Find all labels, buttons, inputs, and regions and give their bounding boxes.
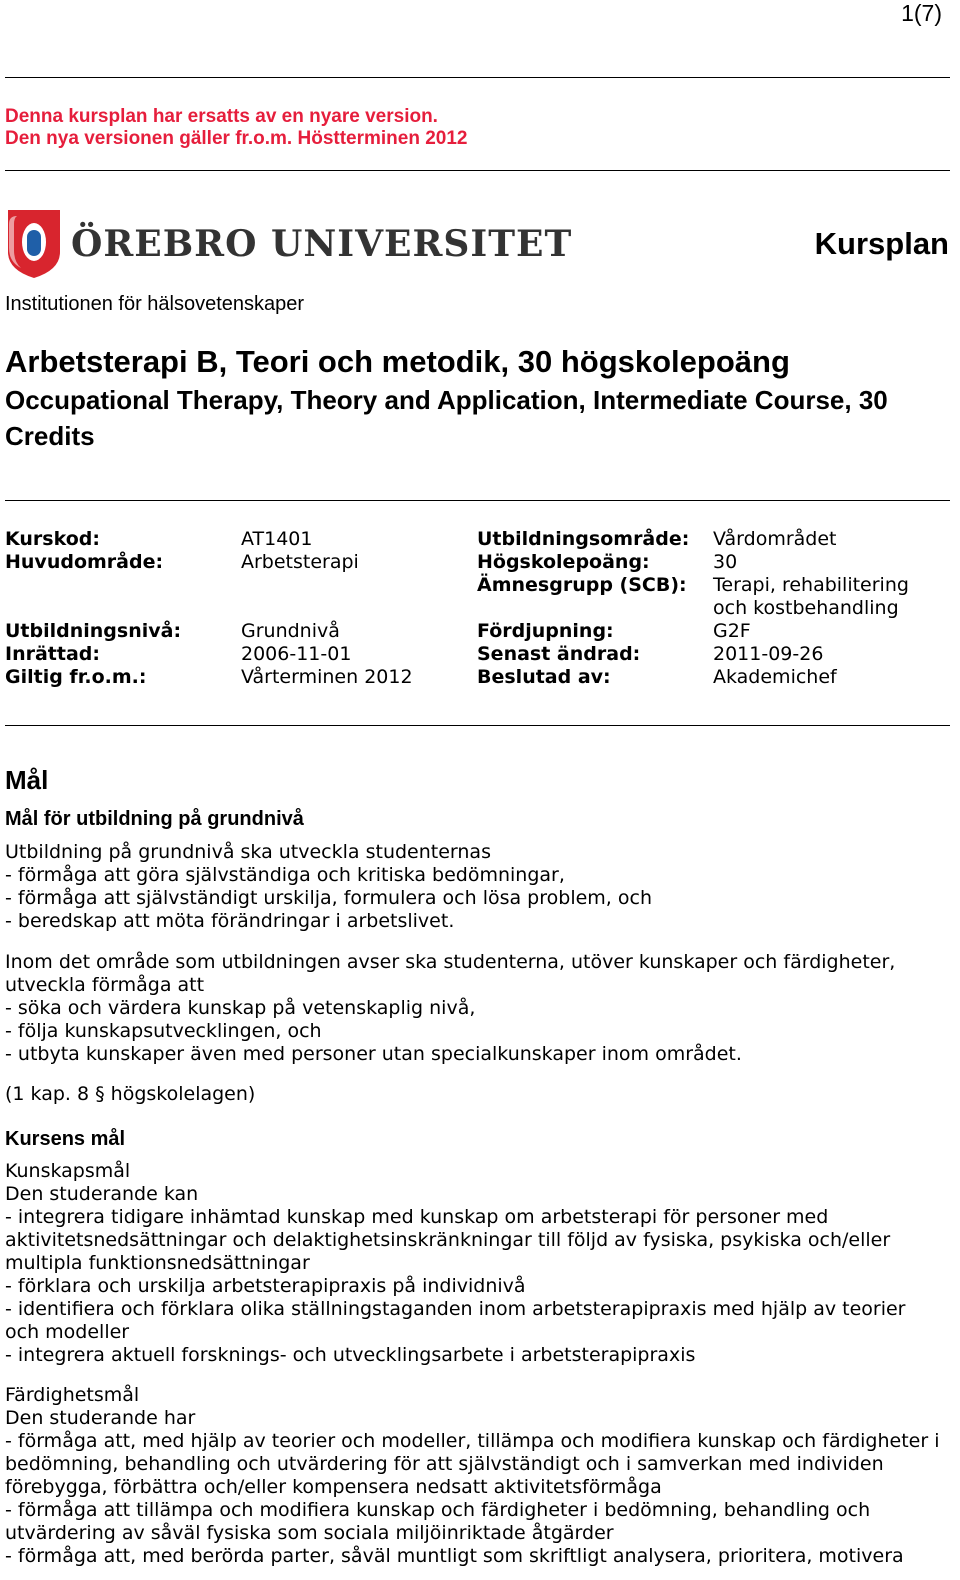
label-fordjupning: Fördjupning: xyxy=(477,620,614,642)
text-line: - integrera tidigare inhämtad kunskap med kunskap om arbetsterapi för personer med aktivitetsnedsättningar och delaktighetsinskränkningar till följd av fysiska, psykiska och/eller multipla funktionsnedsättningar xyxy=(5,1206,891,1274)
value-utbildningsomrade: Vårdområdet xyxy=(713,528,837,550)
value-hogskolepoang: 30 xyxy=(713,551,738,573)
text-line: Kunskapsmål xyxy=(5,1160,131,1182)
label-huvudomrade: Huvudområde: xyxy=(5,551,164,573)
divider xyxy=(5,725,950,726)
paragraph-grundniva xyxy=(5,841,945,933)
law-reference: (1 kap. 8 § högskolelagen) xyxy=(5,1083,256,1105)
divider xyxy=(5,77,950,78)
value-kurskod: AT1401 xyxy=(241,528,313,550)
text-line: - förmåga att tillämpa och modifiera kunskap och färdigheter i bedömning, behandling och utvärdering av såväl fysiska som sociala miljöinriktade åtgärder xyxy=(5,1499,871,1544)
shield-icon xyxy=(5,208,63,280)
value-inrattad: 2006-11-01 xyxy=(241,643,352,665)
label-hogskolepoang: Högskolepoäng: xyxy=(477,551,650,573)
value-utbildningsniva: Grundnivå xyxy=(241,620,340,642)
label-utbildningsniva: Utbildningsnivå: xyxy=(5,620,182,642)
label-senast-andrad: Senast ändrad: xyxy=(477,643,641,665)
fardighetsmal-block xyxy=(5,1384,945,1568)
text-line: - förmåga att, med berörda parter, såväl muntligt som skriftligt analysera, prioritera, motivera xyxy=(5,1545,904,1567)
value-amnesgrupp-line1: Terapi, rehabilitering xyxy=(713,574,909,596)
notice-line-1: Denna kursplan har ersatts av en nyare version. xyxy=(5,106,438,127)
text-line: Utbildning på grundnivå ska utveckla studenternas xyxy=(5,841,491,863)
section-heading-mal: Mål xyxy=(5,765,49,795)
text-line: Inom det område som utbildningen avser ska studenterna, utöver kunskaper och färdigheter, utveckla förmåga att xyxy=(5,951,896,996)
text-line: Den studerande kan xyxy=(5,1183,199,1205)
label-utbildningsomrade: Utbildningsområde: xyxy=(477,528,690,550)
paragraph-omrade xyxy=(5,951,945,1066)
text-line: - förklara och urskilja arbetsterapipraxis på individnivå xyxy=(5,1275,526,1297)
notice-line-2: Den nya versionen gäller fr.o.m. Höstterminen 2012 xyxy=(5,128,468,149)
university-logo xyxy=(5,208,573,280)
text-line: - integrera aktuell forsknings- och utvecklingsarbete i arbetsterapipraxis xyxy=(5,1344,696,1366)
course-title-swedish: Arbetsterapi B, Teori och metodik, 30 högskolepoäng xyxy=(5,344,790,379)
divider xyxy=(5,500,950,501)
text-line: - identifiera och förklara olika ställningstaganden inom arbetsterapipraxis med hjälp av teorier och modeller xyxy=(5,1298,906,1343)
label-kurskod: Kurskod: xyxy=(5,528,100,550)
text-line: - söka och värdera kunskap på vetenskaplig nivå, xyxy=(5,997,476,1019)
text-line: - förmåga att göra självständiga och kritiska bedömningar, xyxy=(5,864,565,886)
institution: Institutionen för hälsovetenskaper xyxy=(5,293,305,315)
value-huvudomrade: Arbetsterapi xyxy=(241,551,359,573)
text-line: - utbyta kunskaper även med personer utan specialkunskaper inom området. xyxy=(5,1043,742,1065)
page-number: 1(7) xyxy=(901,0,942,26)
label-beslutad-av: Beslutad av: xyxy=(477,666,611,688)
logo-text: ÖREBRO UNIVERSITET xyxy=(71,223,573,265)
text-line: - förmåga att självständigt urskilja, formulera och lösa problem, och xyxy=(5,887,652,909)
value-fordjupning: G2F xyxy=(713,620,751,642)
text-line: - beredskap att möta förändringar i arbetslivet. xyxy=(5,910,455,932)
label-inrattad: Inrättad: xyxy=(5,643,100,665)
value-beslutad-av: Akademichef xyxy=(713,666,837,688)
replacement-notice xyxy=(5,106,468,150)
document-type: Kursplan xyxy=(814,226,949,261)
subheading-grundniva: Mål för utbildning på grundnivå xyxy=(5,808,304,830)
divider xyxy=(5,170,950,171)
value-giltig: Vårterminen 2012 xyxy=(241,666,413,688)
value-senast-andrad: 2011-09-26 xyxy=(713,643,824,665)
text-line: - förmåga att, med hjälp av teorier och modeller, tillämpa och modifiera kunskap och färdigheter i bedömning, behandling och utvärdering för att självständigt och i samverkan med individen förebygga, förbättra och/eller kompensera nedsatt aktivitetsförmåga xyxy=(5,1430,940,1498)
course-title-english: Occupational Therapy, Theory and Application, Intermediate Course, 30 Credits xyxy=(5,385,888,451)
text-line: Färdighetsmål xyxy=(5,1384,140,1406)
label-giltig: Giltig fr.o.m.: xyxy=(5,666,147,688)
text-line: - följa kunskapsutvecklingen, och xyxy=(5,1020,322,1042)
text-line: Den studerande har xyxy=(5,1407,196,1429)
subheading-kursens-mal: Kursens mål xyxy=(5,1128,126,1150)
kunskapsmal-block xyxy=(5,1160,945,1367)
label-amnesgrupp: Ämnesgrupp (SCB): xyxy=(477,574,687,596)
value-amnesgrupp-line2: och kostbehandling xyxy=(713,597,899,619)
